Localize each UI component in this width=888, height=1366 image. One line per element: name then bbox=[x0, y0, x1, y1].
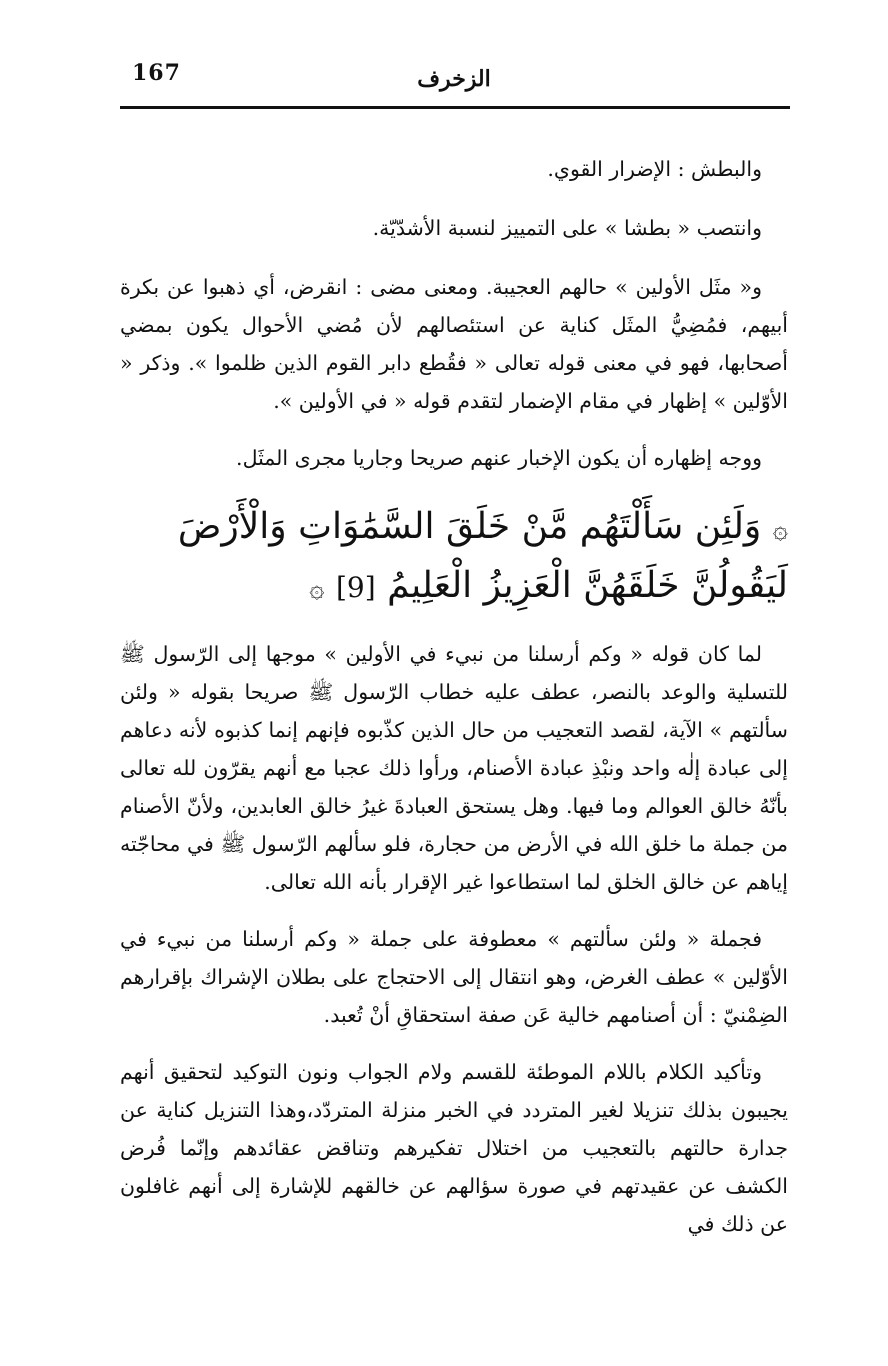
page-number: 167 bbox=[132, 60, 181, 86]
commentary-paragraph: لما كان قوله « وكم أرسلنا من نبيء في الأولين » موجها إلى الرّسول ﷺ للتسلية والوعد بالنصر، عطف عليه خطاب الرّسول ﷺ صريحا بقوله « ولئن سألتهم » الآية، لقصد التعجيب من حال الذين كذّبوه فإنهم إنما كذبوه لأنه دعاهم إلى عبادة إلٰه واحد ونبْذِ عبادة الأصنام، ورأوا ذلك عجبا مع أنهم يقرّون لله تعالى بأنّهُ خالق العوالم وما فيها. وهل يستحق العبادةَ غيرُ خالق العابدين، ولأنّ الأصنام من جملة ما خلق الله في الأرض من حجارة، فلو سألهم الرّسول ﷺ في محاجّته إياهم عن خالق الخلق لما استطاعوا غير الإقرار بأنه الله تعالى. bbox=[120, 642, 788, 894]
paragraph: ووجه إظهاره أن يكون الإخبار عنهم صريحا وجاريا مجرى المثَل. bbox=[236, 446, 762, 470]
verse-number: [9] bbox=[335, 571, 376, 604]
running-title: الزخرف bbox=[417, 66, 491, 92]
paragraph: و« مثَل الأولين » حالهم العجيبة. ومعنى مضى : انقرض، أي ذهبوا عن بكرة أبيهم، فمُضِيُّ المثَل كناية عن استئصالهم لأن مُضي الأحوال يكون بمضي أصحابها، فهو في معنى قوله تعالى « فقُطع دابر القوم الذين ظلموا ». وذكر « الأوّلين » إظهار في مقام الإضمار لتقدم قوله « في الأولين ». bbox=[120, 275, 788, 413]
page-header bbox=[118, 52, 790, 100]
header-rule bbox=[120, 106, 790, 109]
commentary-paragraph: وتأكيد الكلام باللام الموطئة للقسم ولام الجواب ونون التوكيد لتحقيق أنهم يجيبون بذلك تنزيلا لغير المتردد في الخبر منزلة المتردّد،وهذا التنزيل كناية عن جدارة حالتهم بالتعجيب من اختلال تفكيرهم وتناقض عقائدهم وإنّما فُرض الكشف عن عقيدتهم في صورة سؤالهم عن خالقهم للإشارة إلى أنهم غافلون عن ذلك في bbox=[120, 1060, 788, 1236]
quran-verse bbox=[120, 499, 788, 617]
verse-close-ornament-icon: ۞ bbox=[309, 574, 325, 604]
commentary-paragraph: فجملة « ولئن سألتهم » معطوفة على جملة « وكم أرسلنا من نبيء في الأوّلين » عطف الغرض، وهو انتقال إلى الاحتجاج على بطلان الإشراك بإقرارهم الضِمْنيّ : أن أصنامهم خالية عَن صفة استحقاقِ أنْ تُعبد. bbox=[120, 927, 788, 1027]
paragraph: والبطش : الإضرار القوي. bbox=[547, 157, 762, 181]
page-body bbox=[120, 150, 788, 1262]
paragraph: وانتصب « بطشا » على التمييز لنسبة الأشدّيّة. bbox=[372, 216, 762, 240]
verse-text: وَلَئِن سَأَلْتَهُم مَّنْ خَلَقَ السَّمَٰوَاتِ وَالْأَرْضَ لَيَقُولُنَّ خَلَقَهُنَّ الْعَزِيزُ الْعَلِيمُ bbox=[177, 506, 788, 606]
verse-open-ornament-icon: ۞ bbox=[772, 515, 788, 545]
